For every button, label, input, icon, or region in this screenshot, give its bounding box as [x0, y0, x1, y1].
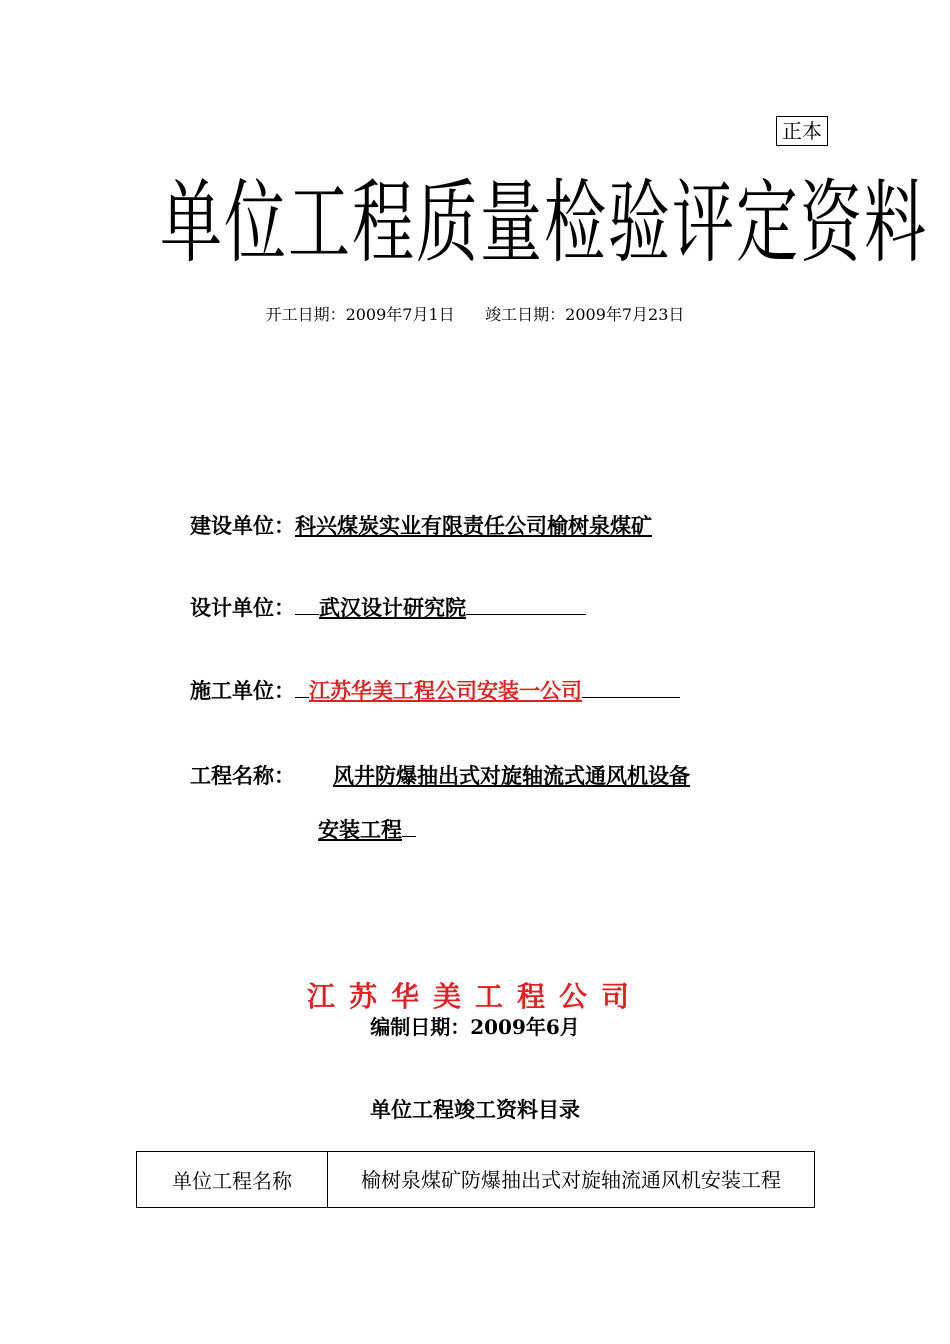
underline-pad	[295, 677, 309, 698]
toc-cell-label: 单位工程名称	[137, 1152, 328, 1208]
underline-pad	[295, 594, 319, 615]
construction-unit-label: 建设单位：	[190, 513, 295, 538]
table-row	[137, 1152, 815, 1208]
project-name-label: 工程名称：	[190, 763, 295, 788]
project-name-line2: 安装工程	[318, 817, 402, 842]
underline-pad	[402, 816, 416, 837]
document-title: 单位工程质量检验评定资料	[160, 169, 929, 276]
project-name-row	[190, 761, 690, 791]
toc-title: 单位工程竣工资料目录	[370, 1097, 580, 1122]
start-end-dates: 开工日期：2009年7月1日 竣工日期：2009年7月23日	[265, 305, 685, 324]
underline-pad	[582, 677, 680, 698]
underline-pad	[466, 594, 586, 615]
original-copy-badge: 正本	[776, 116, 828, 146]
construction-unit-value: 科兴煤炭实业有限责任公司榆树泉煤矿	[295, 513, 652, 538]
construction-unit-row	[190, 511, 652, 541]
contractor-label: 施工单位：	[190, 678, 295, 703]
project-name-line1: 风井防爆抽出式对旋轴流式通风机设备	[333, 763, 690, 788]
company-name: 江苏华美工程公司	[306, 980, 643, 1013]
toc-cell-value: 榆树泉煤矿防爆抽出式对旋轴流通风机安装工程	[328, 1152, 815, 1208]
toc-table	[136, 1151, 815, 1208]
compile-date: 编制日期：2009年6月	[370, 1015, 580, 1039]
design-unit-row	[190, 593, 586, 623]
project-name-row-2	[318, 815, 416, 845]
design-unit-value: 武汉设计研究院	[319, 595, 466, 620]
contractor-row	[190, 676, 680, 706]
contractor-value: 江苏华美工程公司安装一公司	[309, 678, 582, 703]
design-unit-label: 设计单位：	[190, 595, 295, 620]
